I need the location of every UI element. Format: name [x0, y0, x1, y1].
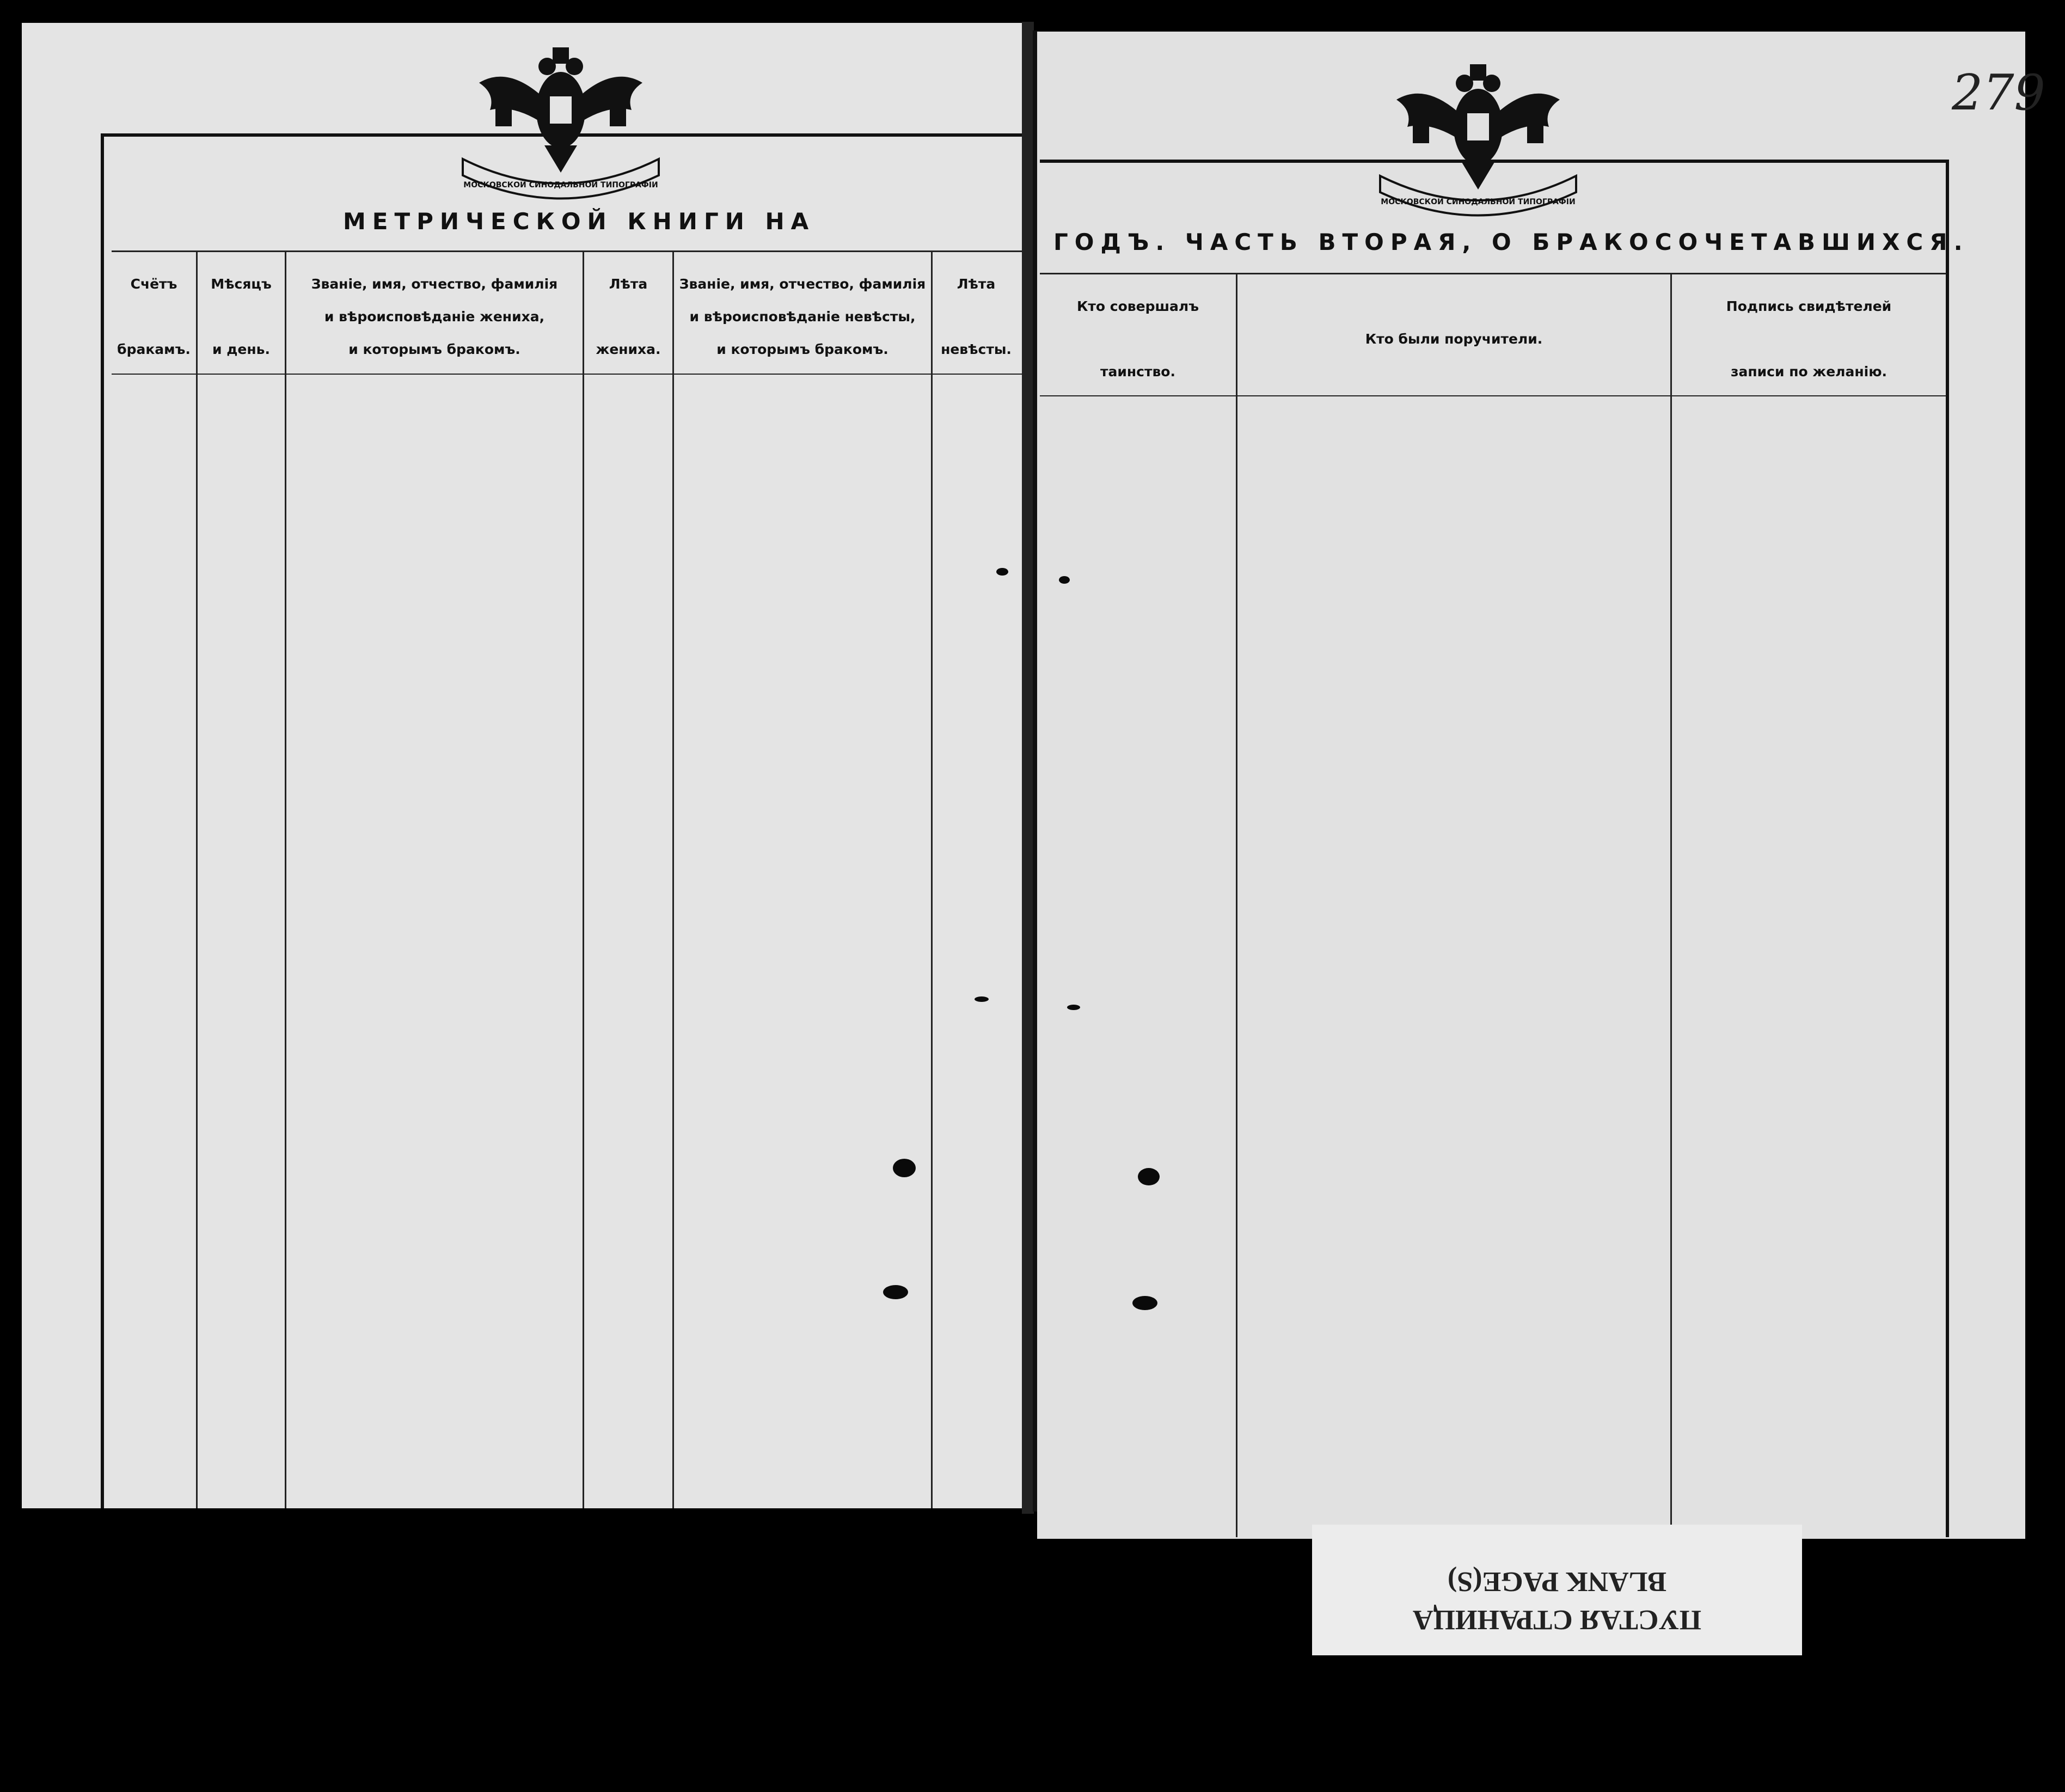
right-page [1037, 32, 2045, 1539]
emblem-ribbon-text: МОСКОВСКОЙ СИНОДАЛЬНОЙ ТИПОГРАФІИ [1381, 198, 1576, 206]
left-page-title: МЕТРИЧЕСКОЙ КНИГИ НА [343, 208, 816, 235]
header-witness-signatures: Подпись свидѣтелей записи по желанію. [1726, 298, 1892, 380]
blank-slip-english-text: BLANK PAGE(S) [1447, 1566, 1667, 1597]
header-guarantors: Кто были поручители. [1365, 331, 1543, 347]
header-groom-age: Лѣта жениха. [596, 276, 661, 357]
right-page-title: ГОДЪ. ЧАСТЬ ВТОРАЯ, О БРАКОСОЧЕТАВШИХСЯ. [1053, 229, 1969, 255]
binding-hole [1138, 1168, 1160, 1185]
header-month-and-day: Мѣсяцъ и день. [211, 276, 272, 357]
page-number: 279 [1952, 64, 2045, 121]
double-headed-eagle-emblem [457, 45, 664, 203]
binding-hole [893, 1159, 916, 1177]
binding-hole [1132, 1296, 1157, 1310]
header-count-of-marriages: Счётъ бракамъ. [117, 276, 191, 357]
emblem-ribbon-text: МОСКОВСКОЙ СИНОДАЛЬНОЙ ТИПОГРАФІИ [463, 181, 658, 189]
binding-hole [975, 996, 989, 1002]
blank-slip-russian-text: ПУСТАЯ СТРАНИЦА [1412, 1604, 1702, 1635]
book-spine [1022, 22, 1034, 1514]
header-bride-age: Лѣта невѣсты. [941, 276, 1012, 357]
binding-hole [883, 1285, 908, 1299]
header-bride-identity: Званіе, имя, отчество, фамилія и вѣроисповѣданіе невѣсты, и которымъ бракомъ. [679, 276, 926, 357]
binding-hole [1067, 1005, 1080, 1010]
header-officiant: Кто совершалъ таинство. [1077, 298, 1199, 380]
header-groom-identity: Званіе, имя, отчество, фамилія и вѣроисповѣданіе жениха, и которымъ бракомъ. [311, 276, 558, 357]
binding-hole [1059, 576, 1070, 584]
blank-page-slip [1312, 1525, 1802, 1655]
binding-hole [996, 568, 1008, 576]
double-headed-eagle-emblem [1375, 62, 1582, 219]
left-page [22, 23, 1032, 1508]
